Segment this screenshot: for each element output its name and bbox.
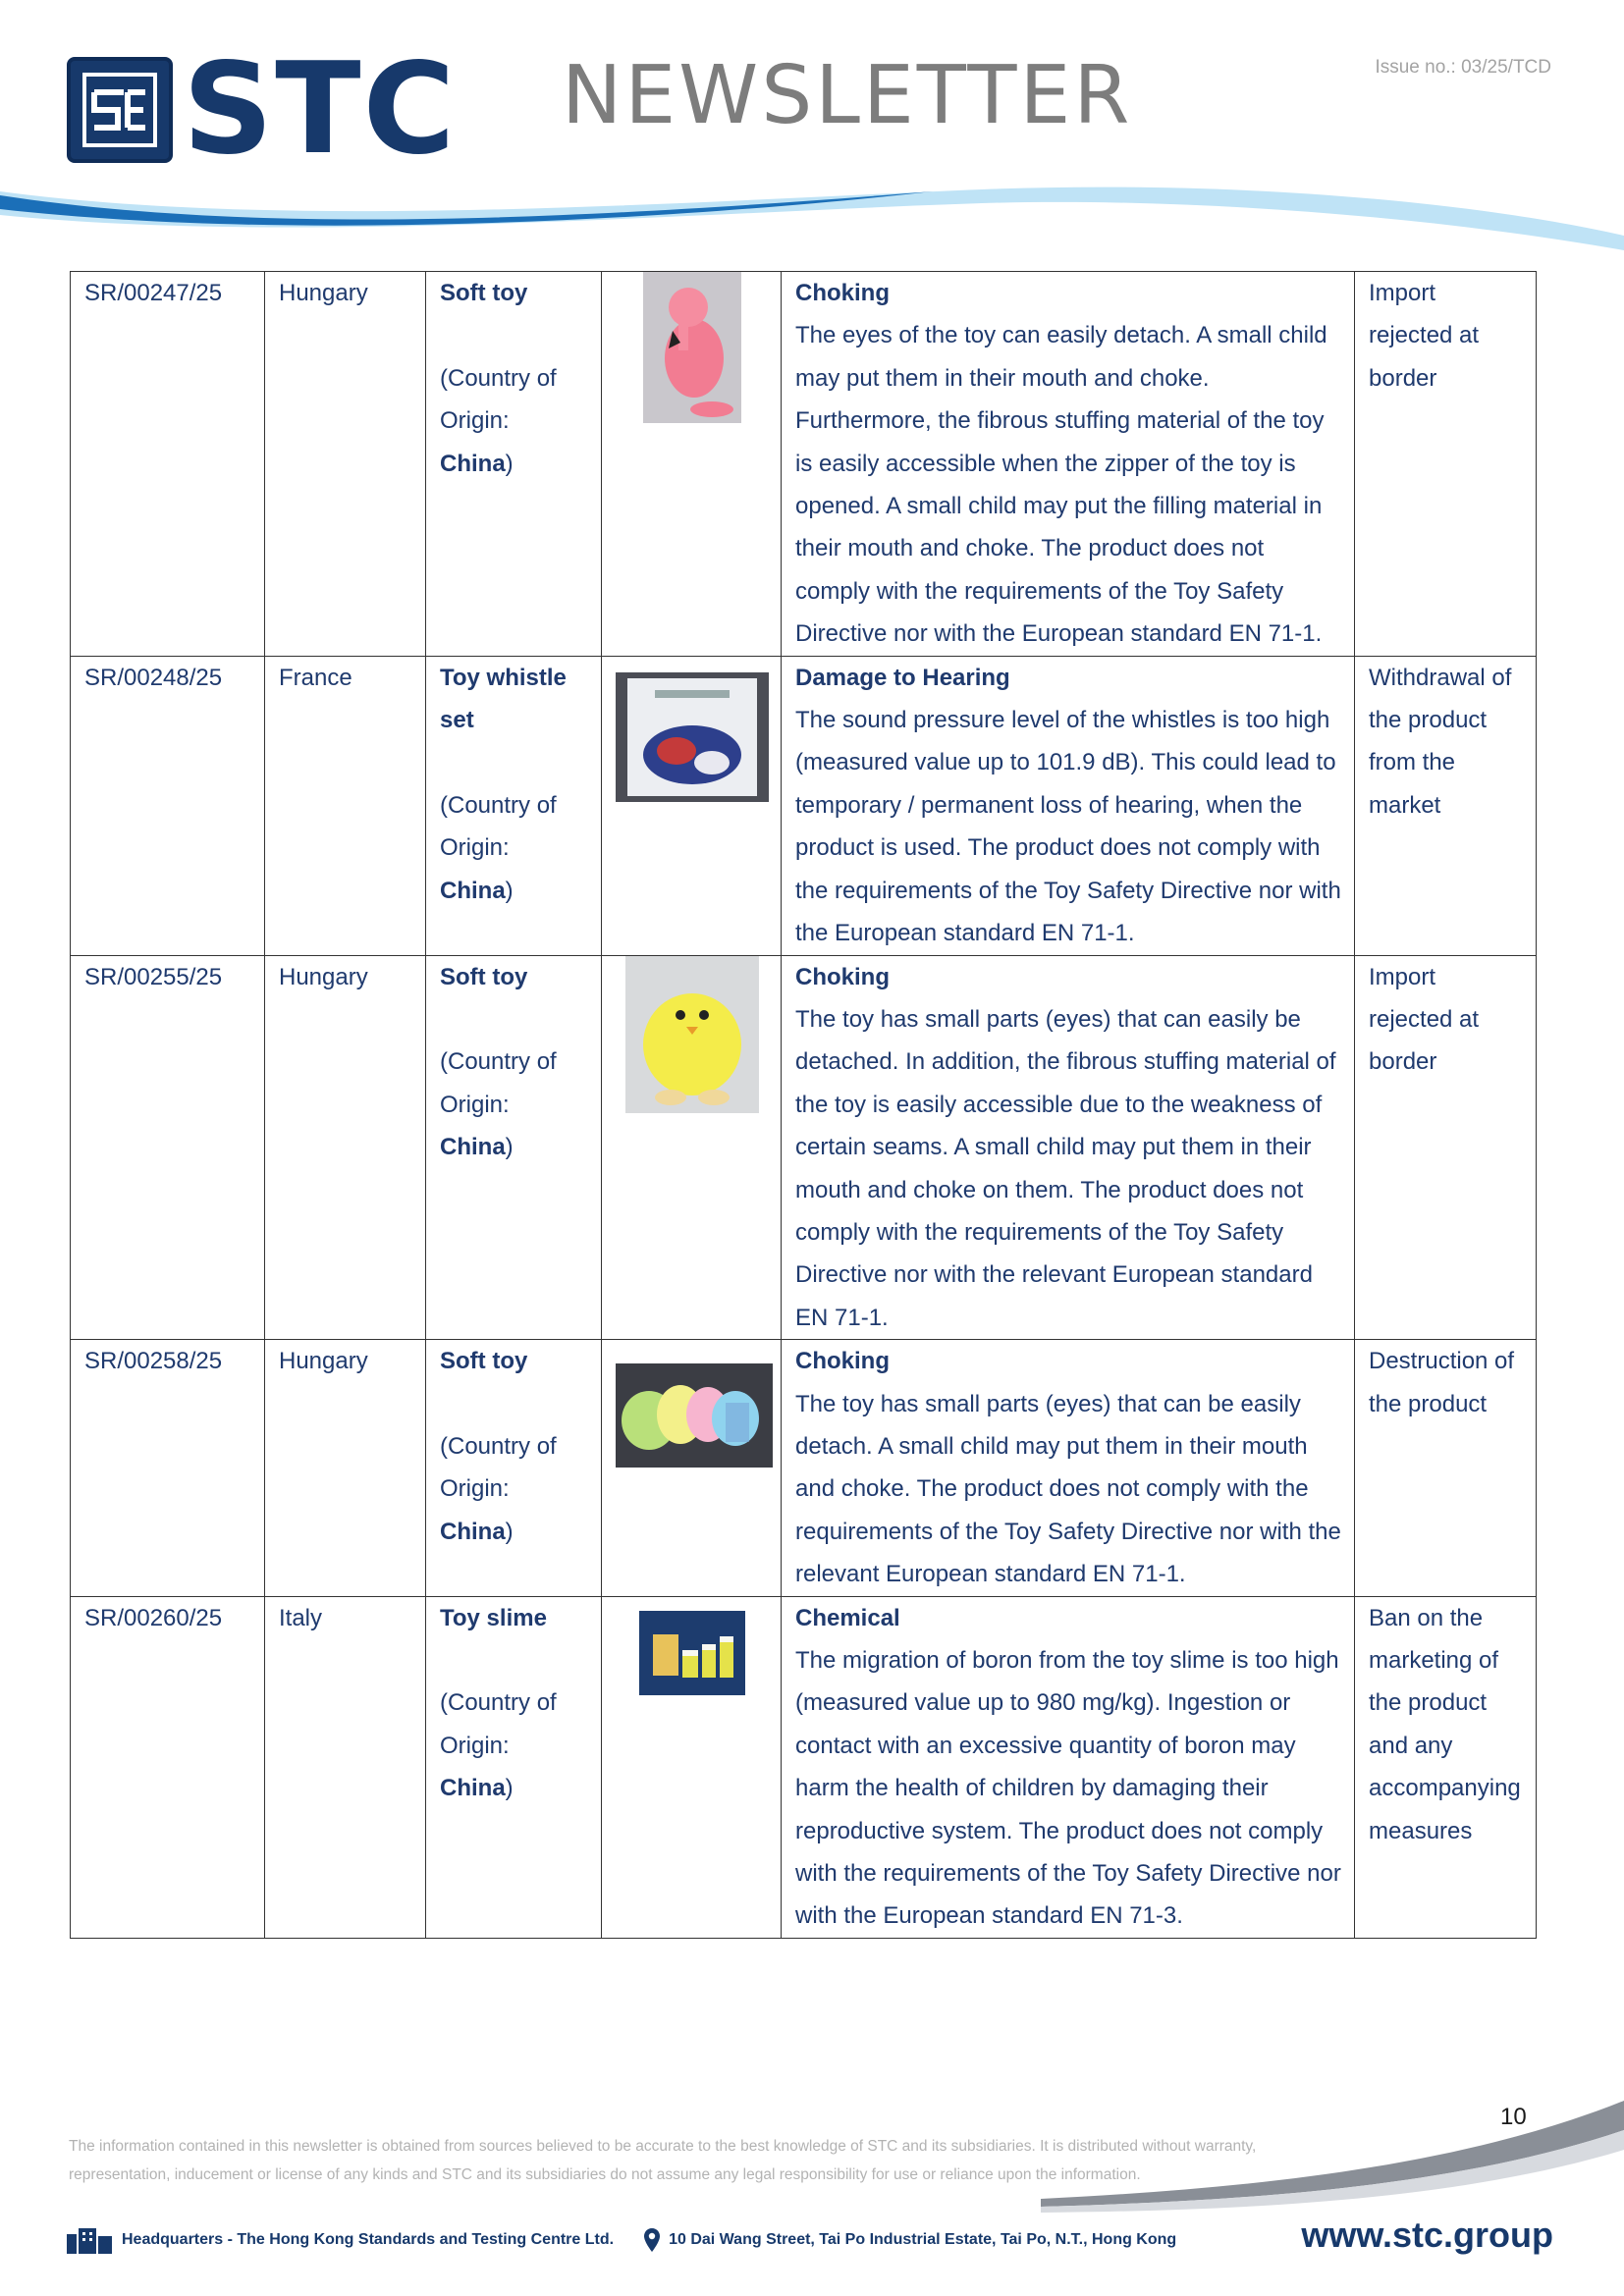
product-cell: Soft toy (Country of Origin: China): [426, 272, 602, 657]
headquarters-text: Headquarters - The Hong Kong Standards and Testing Centre Ltd.: [122, 2231, 615, 2248]
risk-cell: [782, 955, 1355, 1340]
product-photo: [616, 1363, 773, 1468]
product-image-cell: [602, 272, 782, 657]
product-photo: [625, 956, 759, 1113]
reference-cell: SR/00258/25: [71, 1340, 265, 1596]
website-link[interactable]: www.stc.group: [1301, 2215, 1553, 2255]
product-cell: Soft toy (Country of Origin: China): [426, 1340, 602, 1596]
risk-type: Choking: [795, 1348, 890, 1375]
origin-label: (Country of Origin:: [440, 1432, 557, 1503]
product-image-cell: [602, 1340, 782, 1596]
product-image-cell: [602, 656, 782, 955]
risk-type: Choking: [795, 280, 890, 306]
product-name: Toy whistle set: [440, 664, 567, 734]
logo-text: STC: [183, 36, 458, 183]
measure-cell: Import rejected at border: [1355, 272, 1537, 657]
issue-number: Issue no.: 03/25/TCD: [1375, 57, 1551, 78]
origin-country: China: [440, 1775, 506, 1802]
origin-label: (Country of Origin:: [440, 791, 557, 862]
stc-logo: [67, 36, 458, 183]
stc-emblem-icon: [67, 57, 173, 163]
product-photo: [643, 272, 741, 423]
reference-cell: SR/00255/25: [71, 955, 265, 1340]
measure-cell: Destruction of the product: [1355, 1340, 1537, 1596]
risk-cell: [782, 272, 1355, 657]
risk-description: The sound pressure level of the whistles is too high (measured value up to 101.9 dB). This could lead to temporary / permanent loss of hearing, when the product is used. The product does not comply with the requirements of the Toy Safety Directive nor with the European standard EN 71-1.: [795, 707, 1341, 947]
product-photo: [639, 1611, 745, 1695]
table-row: [71, 656, 1537, 955]
country-cell: France: [265, 656, 426, 955]
reference-cell: SR/00248/25: [71, 656, 265, 955]
building-icon: [65, 2226, 114, 2254]
product-name: Soft toy: [440, 280, 528, 306]
recall-table: [70, 271, 1537, 1939]
address: [643, 2227, 1176, 2253]
country-cell: Hungary: [265, 272, 426, 657]
header-wave-decoration: [0, 182, 1624, 250]
disclaimer-text: The information contained in this newsletter is obtained from sources believed to be accurate to the best knowledge of STC and its subsidiaries. It is distributed without warranty, representation, inducement or license of any kinds and STC and its subsidiaries do not assume any legal responsibility for use or reliance upon the information.: [69, 2138, 1257, 2183]
location-pin-icon: [643, 2227, 661, 2253]
product-name: Soft toy: [440, 963, 528, 990]
reference-cell: SR/00260/25: [71, 1596, 265, 1938]
origin-country: China: [440, 877, 506, 904]
measure-cell: Import rejected at border: [1355, 955, 1537, 1340]
footer-wave-decoration: [1041, 2091, 1624, 2228]
risk-type: Chemical: [795, 1604, 900, 1631]
risk-cell: [782, 1596, 1355, 1938]
risk-description: The toy has small parts (eyes) that can be easily detach. A small child may put them in their mouth and choke. The product does not comply with the requirements of the Toy Safety Directive nor with the relevant European standard EN 71-1.: [795, 1390, 1341, 1588]
origin-country: China: [440, 1518, 506, 1545]
table-row: [71, 1596, 1537, 1938]
origin-country: China: [440, 450, 506, 477]
table-row: [71, 1340, 1537, 1596]
measure-cell: Ban on the marketing of the product and any accompanying measures: [1355, 1596, 1537, 1938]
origin-country: China: [440, 1134, 506, 1161]
risk-type: Choking: [795, 963, 890, 990]
origin-label: (Country of Origin:: [440, 1048, 557, 1118]
table-row: [71, 955, 1537, 1340]
newsletter-title: NEWSLETTER: [562, 49, 1133, 142]
risk-description: The migration of boron from the toy slime is too high (measured value up to 980 mg/kg). Ingestion or contact with an excessive quantity of boron may harm the health of children by damaging their reproductive system. The product does not comply with the requirements of the Toy Safety Directive nor with the European standard EN 71-3.: [795, 1647, 1341, 1930]
country-cell: Italy: [265, 1596, 426, 1938]
product-cell: Soft toy (Country of Origin: China): [426, 955, 602, 1340]
risk-description: The toy has small parts (eyes) that can easily be detached. In addition, the fibrous stuffing material of the toy is easily accessible due to the weakness of certain seams. A small child may put them in their mouth and choke on them. The product does not comply with the requirements of the Toy Safety Directive nor with the relevant European standard EN 71-1.: [795, 1005, 1336, 1331]
origin-label: (Country of Origin:: [440, 364, 557, 435]
table-row: [71, 272, 1537, 657]
risk-type: Damage to Hearing: [795, 664, 1010, 691]
country-cell: Hungary: [265, 955, 426, 1340]
page-number: 10: [1500, 2104, 1527, 2130]
product-cell: Toy slime (Country of Origin: China): [426, 1596, 602, 1938]
product-name: Toy slime: [440, 1604, 547, 1631]
risk-cell: [782, 656, 1355, 955]
headquarters: [65, 2226, 614, 2254]
product-image-cell: [602, 1596, 782, 1938]
country-cell: Hungary: [265, 1340, 426, 1596]
product-image-cell: [602, 955, 782, 1340]
product-photo: [616, 672, 769, 802]
risk-description: The eyes of the toy can easily detach. A small child may put them in their mouth and choke. Furthermore, the fibrous stuffing material of the toy is easily accessible when the zipper of the toy is opened. A small child may put the filling material in their mouth and choke. The product does not comply with the requirements of the Toy Safety Directive nor with the European standard EN 71-1.: [795, 322, 1327, 648]
product-name: Soft toy: [440, 1348, 528, 1375]
measure-cell: Withdrawal of the product from the market: [1355, 656, 1537, 955]
footer-contact-bar: [65, 2220, 1176, 2260]
product-cell: Toy whistle set (Country of Origin: China): [426, 656, 602, 955]
risk-cell: [782, 1340, 1355, 1596]
reference-cell: SR/00247/25: [71, 272, 265, 657]
address-text: 10 Dai Wang Street, Tai Po Industrial Estate, Tai Po, N.T., Hong Kong: [669, 2231, 1177, 2248]
origin-label: (Country of Origin:: [440, 1689, 557, 1759]
